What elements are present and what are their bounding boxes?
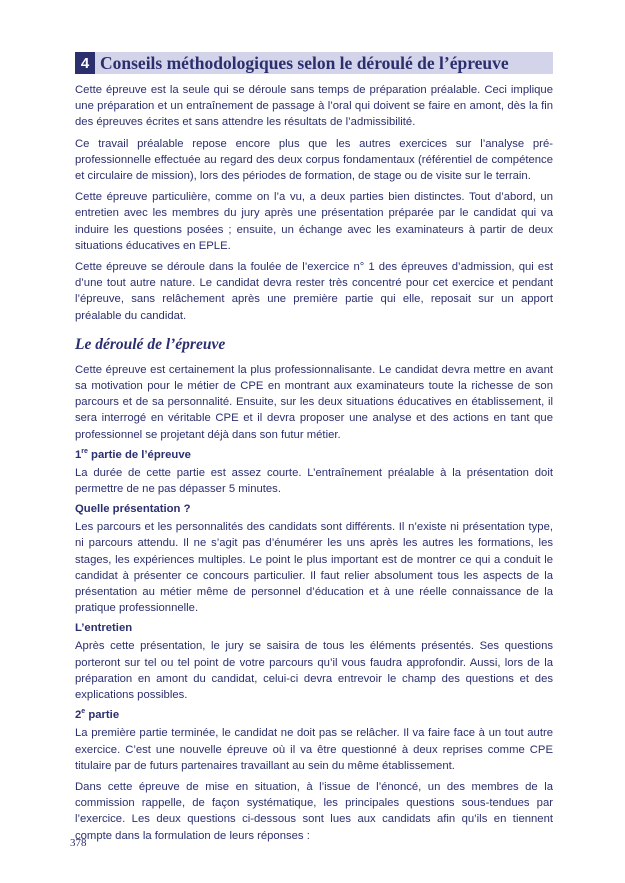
intro-paragraph-4: Cette épreuve se déroule dans la foulée de l’exercice n° 1 des épreuves d’admission, qui est d’une tout autre nature. Le candidat devra rester très concentré pour cet exercice et pendant l’épreuve, sans relâchement après une première partie qui elle, reposait sur un apport préalable du candidat. [75,261,553,322]
presentation-heading: Quelle présentation ? [75,503,191,516]
presentation-paragraph: Les parcours et les personnalités des candidats sont différents. Il n’existe ni présentation type, ni parcours attendu. Il ne s’agit pas d’énumérer les uns après les autres les formations, les stages, les expériences multiples. Le point le plus important est de montrer ce qui a conduit le candidat à présenter ce concours particulier. Il faut relier absolument tous les aspects de la présentation au métier même de personnel d’éducation et à une réelle connaissance de la pratique professionnelle. [75,521,553,615]
deroule-paragraph: Cette épreuve est certainement la plus professionnalisante. Le candidat devra mettre en avant sa motivation pour le métier de CPE en montrant aux examinateurs toute la richesse de son parcours et de sa personnalité. Ensuite, sur les deux situations éducatives en établissement, il sera interrogé en véritable CPE et il devra proposer une analyse et des actions en tant que professionnel se projetant déjà dans son futur métier. [75,363,553,441]
part1-paragraph: La durée de cette partie est assez courte. L’entraînement préalable à la présentation doit permettre de ne pas dépasser 5 minutes. [75,466,553,496]
page-content [75,52,553,849]
deroule-heading: Le déroulé de l’épreuve [75,335,226,353]
part2-heading-rest: partie [85,709,120,722]
intro-paragraph-1: Cette épreuve est la seule qui se déroule sans temps de préparation préalable. Ceci implique une préparation et un entraînement de passage à l’oral qui doivent se faire en amont, dès la fin des épreuves écrites et sans attendre les résultats de l’admissibilité. [75,84,553,129]
intro-paragraph-2: Ce travail préalable repose encore plus que les autres exercices sur l’analyse pré-professionnelle effectuée au regard des deux corpus fondamentaux (référentiel de compétence et circulaire de mission), lors des périodes de formation, de stage ou de visite sur le terrain. [75,137,553,183]
entretien-paragraph: Après cette présentation, le jury se saisira de tous les éléments présentés. Ses questions porteront sur tel ou tel point de votre parcours qu’il vous faudra approfondir. Aussi, lors de la préparation en amont du candidat, celui-ci devra entrevoir le champ des questions et des explications possibles. [75,640,553,702]
part2-heading-number: 2 [75,709,82,722]
part1-heading [75,448,553,462]
part1-heading-sup: re [81,448,88,456]
section-number: 4 [75,52,95,74]
part2-paragraph-1: La première partie terminée, le candidat ne doit pas se relâcher. Il va faire face à un tout autre exercice. C’est une nouvelle épreuve où il va être questionné à deux reprises comme CPE titulaire par de futurs partenaires travaillant au sein du même établissement. [75,727,553,772]
part1-heading-rest: partie de l’épreuve [87,448,191,461]
part2-paragraph-2: Dans cette épreuve de mise en situation, à l’issue de l’énoncé, un des membres de la commission rappelle, de façon systématique, les principales questions sous-tendues par l’exercice. Les deux questions ci-dessous sont lues aux candidats afin qu’ils en tiennent compte dans la formulation de leurs réponses : [75,780,553,842]
entretien-heading: L’entretien [75,622,133,635]
section-heading [75,52,553,74]
part2-heading-sup: e [81,708,86,716]
section-title: Conseils méthodologiques selon le déroulé de l’épreuve [100,52,509,73]
intro-paragraph-3: Cette épreuve particulière, comme on l’a vu, a deux parties bien distinctes. Tout d’abord, un entretien avec les membres du jury après une présentation préparée par le candidat qui va induire les questions posées ; ensuite, un échange avec les examinateurs à partir de deux situations éducatives en EPLE. [75,191,553,252]
page-number: 378 [70,837,87,849]
part1-heading-number: 1 [75,448,82,461]
part2-heading [75,708,553,722]
